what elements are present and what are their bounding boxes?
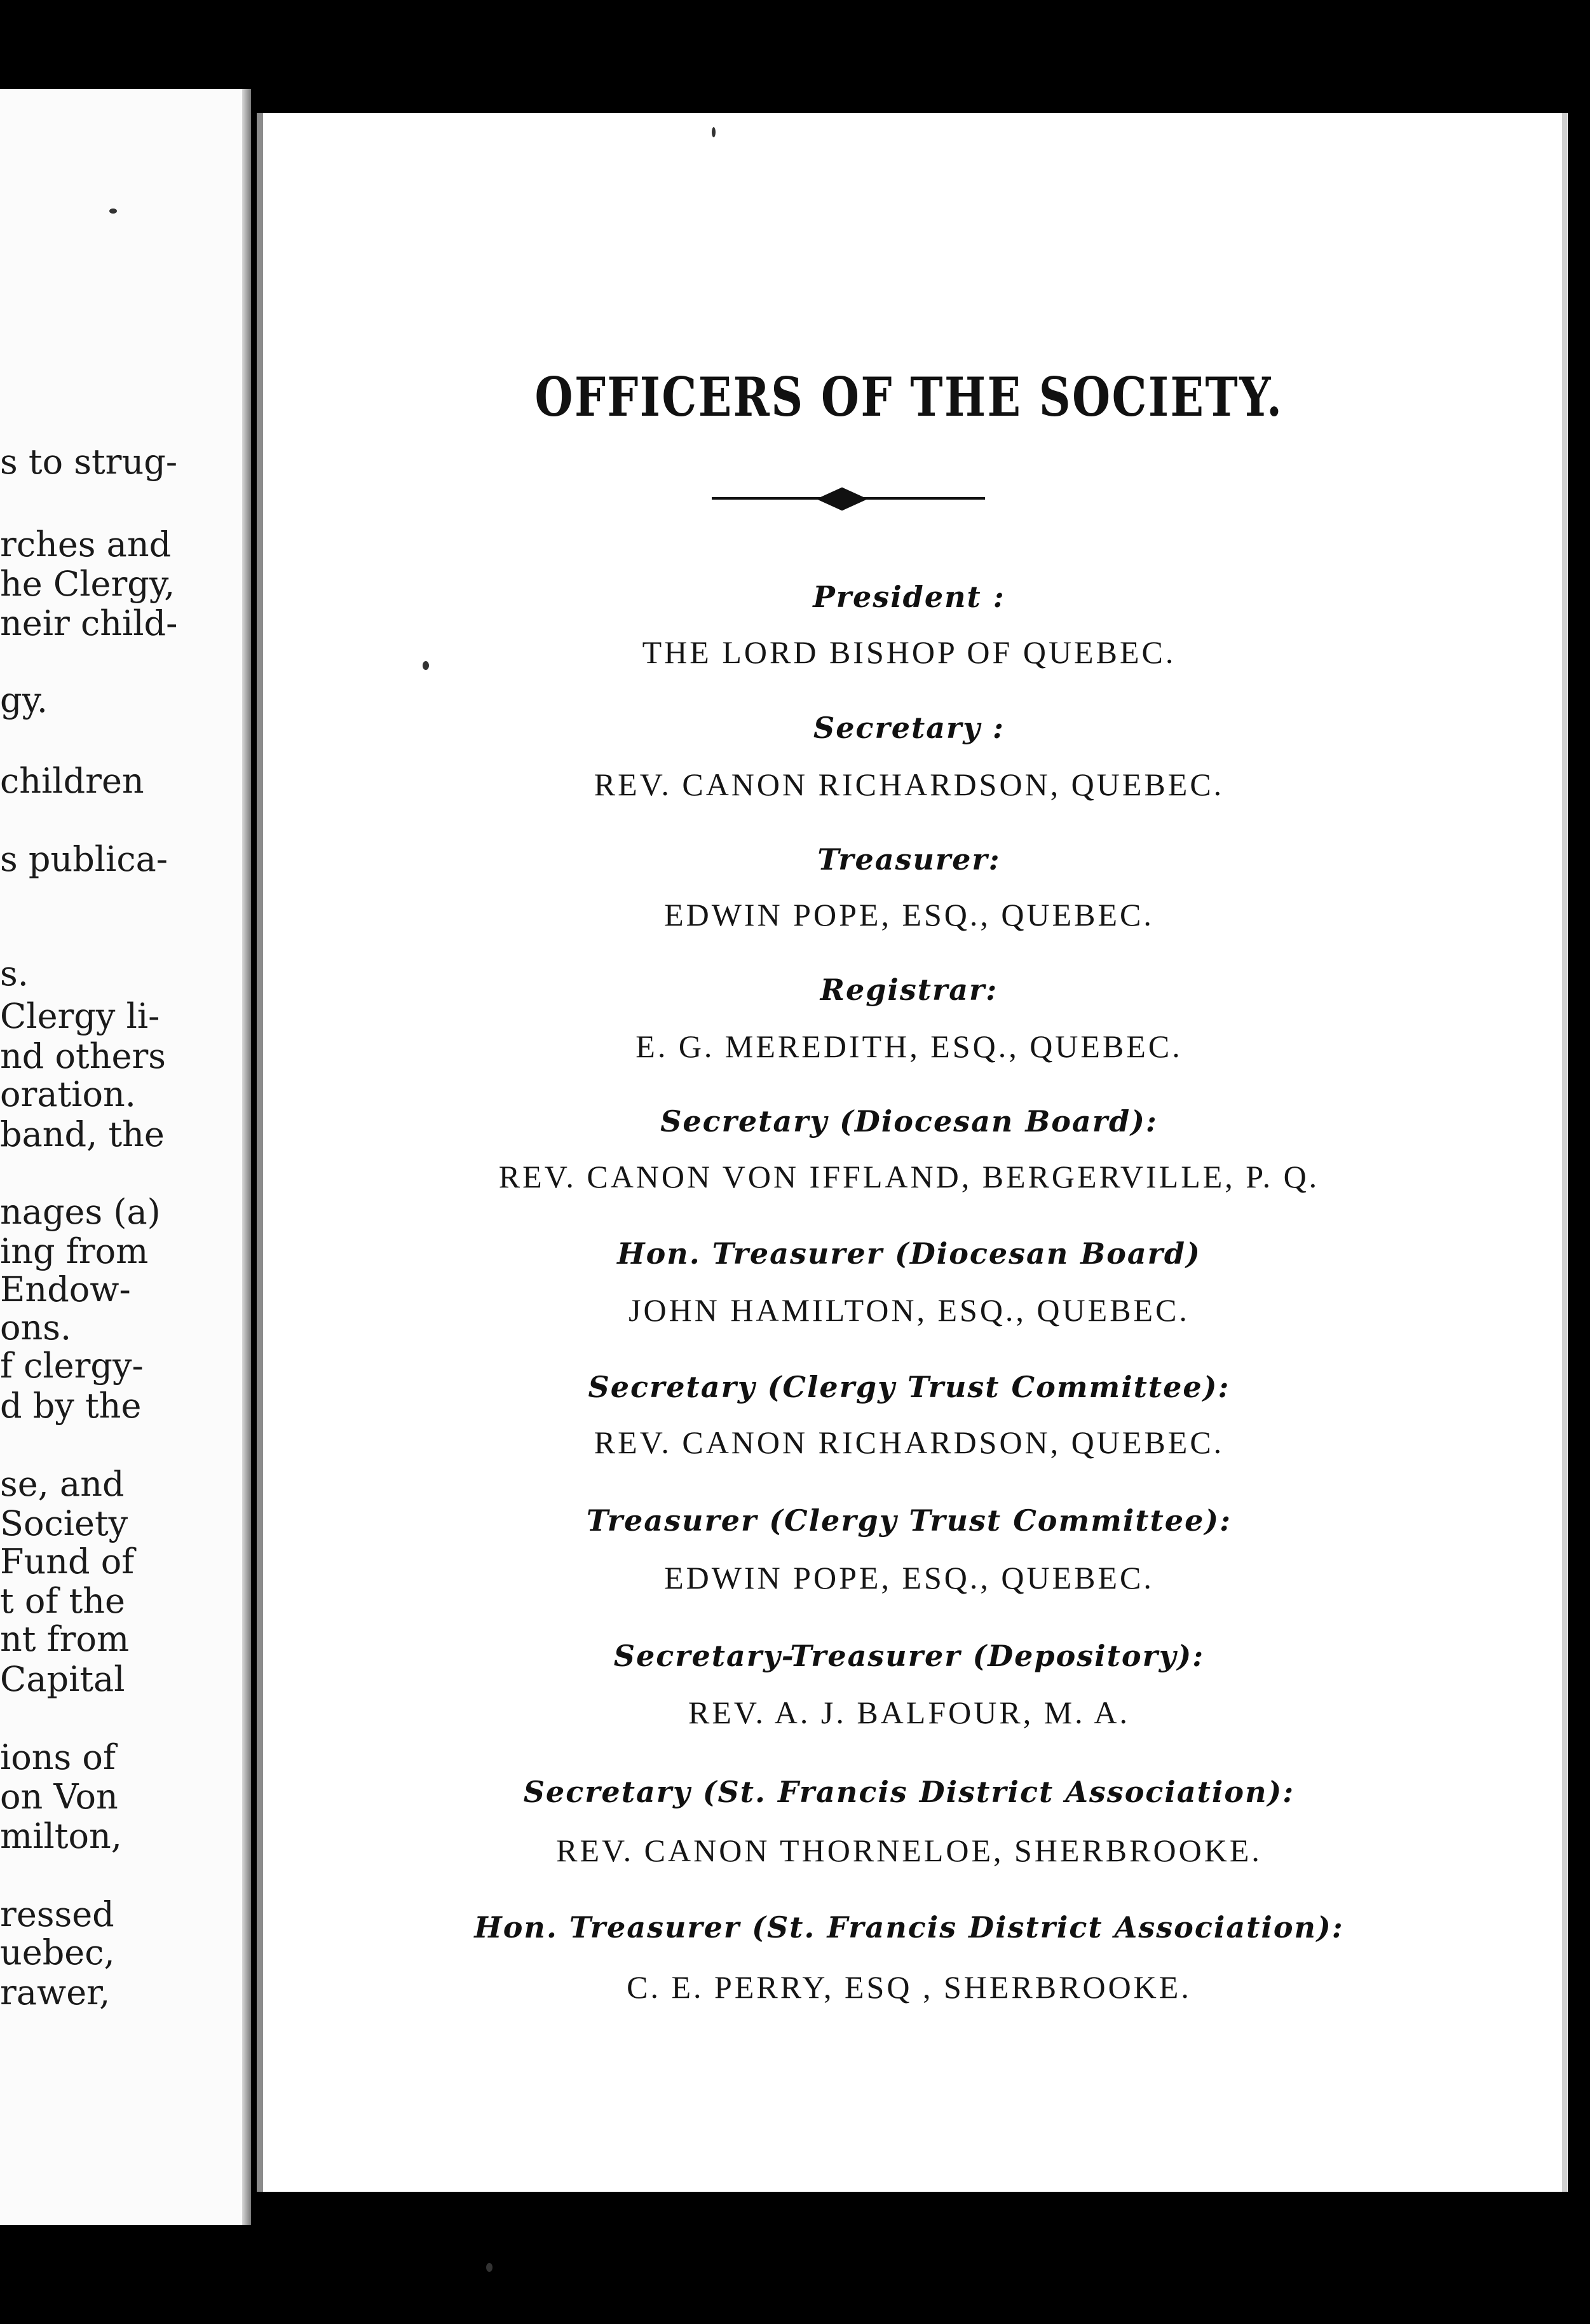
officer-name-secretary-diocesan-board: REV. CANON VON IFFLAND, BERGERVILLE, P. Q. (498, 1159, 1320, 1194)
office-title-treasurer-clergy-trust: Treasurer (Clergy Trust Committee): (586, 1503, 1232, 1538)
scan-speck (486, 2263, 493, 2272)
facing-text-line: ressed (0, 1894, 114, 1934)
officer-name-president: THE LORD BISHOP OF QUEBEC. (642, 634, 1176, 670)
officer-name-treasurer-clergy-trust: EDWIN POPE, ESQ., QUEBEC. (664, 1560, 1154, 1596)
facing-text-line: children (0, 761, 144, 801)
scan-speck (109, 208, 117, 214)
office-title-president: President : (813, 580, 1005, 614)
facing-text-line: gy. (0, 680, 48, 720)
facing-text-line: oration. (0, 1074, 136, 1114)
facing-text-line: ions of (0, 1737, 116, 1777)
scan-speck (423, 661, 429, 670)
facing-text-line: ing from (0, 1231, 149, 1271)
facing-text-line: band, the (0, 1114, 165, 1154)
facing-text-line: t of the (0, 1581, 125, 1621)
officer-name-hon-treasurer-diocesan-board: JOHN HAMILTON, ESQ., QUEBEC. (629, 1292, 1190, 1328)
facing-page-left (0, 89, 251, 2225)
office-title-secretary-treasurer-depository: Secretary-Treasurer (Depository): (613, 1639, 1205, 1673)
scan-speck (712, 127, 716, 137)
office-title-registrar: Registrar: (820, 973, 998, 1007)
facing-text-line: s to strug- (0, 442, 178, 482)
facing-text-line: Society (0, 1503, 128, 1543)
facing-text-line: Capital (0, 1659, 125, 1699)
page-edge (1562, 113, 1567, 2192)
facing-text-line: nd others (0, 1036, 166, 1076)
facing-text-line: on Von (0, 1777, 118, 1817)
facing-text-line: he Clergy, (0, 564, 175, 604)
facing-text-line: rawer, (0, 1972, 111, 2013)
facing-text-line: rches and (0, 524, 172, 564)
office-title-hon-treasurer-diocesan-board: Hon. Treasurer (Diocesan Board) (617, 1236, 1201, 1271)
officer-name-secretary-treasurer-depository: REV. A. J. BALFOUR, M. A. (688, 1695, 1131, 1730)
office-title-secretary-clergy-trust: Secretary (Clergy Trust Committee): (588, 1370, 1230, 1404)
officer-name-secretary: REV. CANON RICHARDSON, QUEBEC. (594, 767, 1225, 802)
officer-name-registrar: E. G. MEREDITH, ESQ., QUEBEC. (635, 1029, 1183, 1064)
facing-text-line: Clergy li- (0, 996, 160, 1036)
facing-text-line: s. (0, 954, 29, 994)
officer-name-treasurer: EDWIN POPE, ESQ., QUEBEC. (664, 897, 1154, 933)
office-title-secretary-st-francis: Secretary (St. Francis District Association): (523, 1775, 1295, 1809)
office-title-hon-treasurer-st-francis: Hon. Treasurer (St. Francis District Association): (474, 1910, 1344, 1945)
facing-text-line: d by the (0, 1386, 142, 1426)
office-title-secretary: Secretary : (813, 711, 1005, 745)
officer-name-secretary-clergy-trust: REV. CANON RICHARDSON, QUEBEC. (594, 1425, 1225, 1460)
facing-text-line: se, and (0, 1464, 125, 1504)
office-title-secretary-diocesan-board: Secretary (Diocesan Board): (660, 1104, 1158, 1138)
facing-text-line: Fund of (0, 1541, 135, 1582)
facing-text-line: neir child- (0, 603, 178, 643)
facing-text-line: uebec, (0, 1932, 115, 1972)
facing-text-line: f clergy- (0, 1346, 144, 1386)
office-title-treasurer: Treasurer: (817, 842, 1001, 877)
officer-name-secretary-st-francis: REV. CANON THORNELOE, SHERBROOKE. (556, 1833, 1262, 1868)
facing-text-line: ons. (0, 1308, 72, 1348)
facing-text-line: s publica- (0, 839, 168, 879)
facing-text-line: milton, (0, 1816, 122, 1856)
page-gutter-shadow (242, 89, 251, 2225)
facing-text-line: nt from (0, 1619, 130, 1659)
officer-name-hon-treasurer-st-francis: C. E. PERRY, ESQ , SHERBROOKE. (627, 1969, 1192, 2005)
facing-text-line: nages (a) (0, 1192, 161, 1232)
facing-text-line: Endow- (0, 1269, 131, 1309)
page-title: OFFICERS OF THE SOCIETY. (534, 366, 1284, 428)
